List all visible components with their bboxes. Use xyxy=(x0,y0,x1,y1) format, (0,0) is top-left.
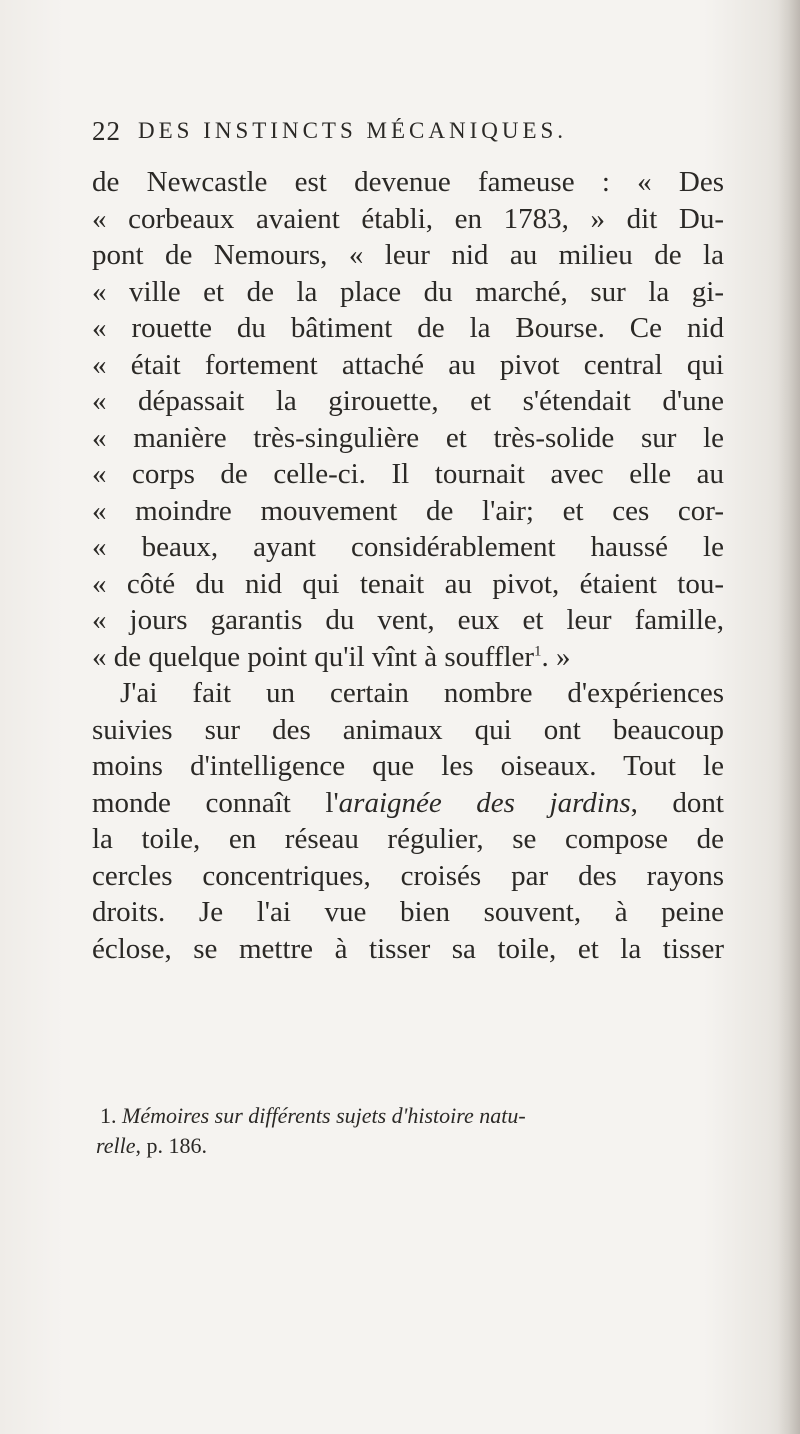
text-line xyxy=(92,785,724,822)
text-segment: « de quelque point qu'il vînt à souffler xyxy=(92,640,535,673)
text-line: « corps de celle-ci. Il tournait avec elle au xyxy=(92,458,724,490)
text-line: de Newcastle est devenue fameuse : « Des xyxy=(92,166,724,198)
footnote-line xyxy=(96,1101,724,1131)
footnote-title-cont: relle xyxy=(96,1133,136,1158)
text-line: « moindre mouvement de l'air; et ces cor- xyxy=(92,494,724,527)
footnote-reference: 1 xyxy=(534,642,542,659)
italic-title: araignée des jardins xyxy=(338,786,631,819)
footnote-page-ref: , p. 186. xyxy=(135,1133,207,1158)
text-line: « dépassait la girouette, et s'étendait d'une xyxy=(92,385,724,417)
text-line: « corbeaux avaient établi, en 1783, » dit Du- xyxy=(92,202,724,235)
text-line: suivies sur des animaux qui ont beaucoup xyxy=(92,713,724,746)
text-line: éclose, se mettre à tisser sa toile, et la tisser xyxy=(92,932,724,965)
text-segment: . » xyxy=(541,640,571,673)
text-segment: monde connaît l' xyxy=(92,786,339,819)
text-line: « ville et de la place du marché, sur la gi- xyxy=(92,275,724,308)
footnote-title: Mémoires sur différents sujets d'histoire natu- xyxy=(122,1103,526,1128)
text-line: « était fortement attaché au pivot central qui xyxy=(92,348,724,381)
text-line: « rouette du bâtiment de la Bourse. Ce nid xyxy=(92,312,724,344)
text-line: la toile, en réseau régulier, se compose de xyxy=(92,823,724,855)
main-text xyxy=(92,164,724,967)
page-header xyxy=(92,116,712,148)
text-line: « beaux, ayant considérablement haussé le xyxy=(92,531,724,563)
page-edge-shadow xyxy=(778,0,800,1434)
footnote xyxy=(96,1101,724,1161)
running-head: DES INSTINCTS MÉCANIQUES. xyxy=(138,118,568,143)
page-number: 22 xyxy=(92,116,121,146)
text-line: « côté du nid qui tenait au pivot, étaient tou- xyxy=(92,567,724,600)
text-line: cercles concentriques, croisés par des rayons xyxy=(92,859,724,892)
text-line: pont de Nemours, « leur nid au milieu de la xyxy=(92,239,724,271)
text-line: moins d'intelligence que les oiseaux. Tout le xyxy=(92,750,724,782)
text-line: « jours garantis du vent, eux et leur famille, xyxy=(92,604,724,636)
text-line: « manière très-singulière et très-solide sur le xyxy=(92,421,724,454)
footnote-line xyxy=(96,1131,724,1161)
footnote-number: 1. xyxy=(100,1103,117,1128)
text-line: J'ai fait un certain nombre d'expériences xyxy=(120,677,724,709)
text-line: droits. Je l'ai vue bien souvent, à peine xyxy=(92,896,724,928)
text-line xyxy=(92,639,724,676)
text-segment: , dont xyxy=(630,786,724,819)
